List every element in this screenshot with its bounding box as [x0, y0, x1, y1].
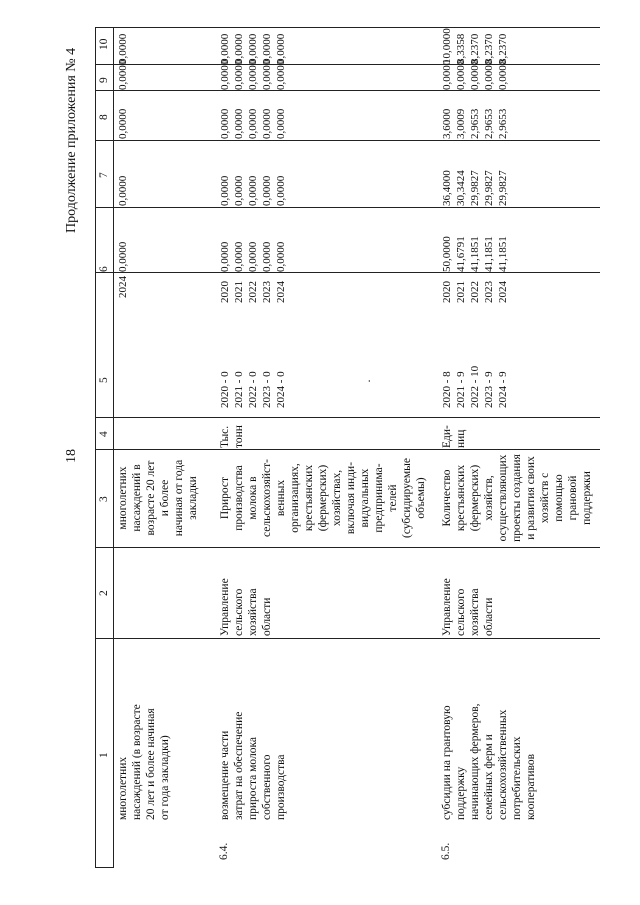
table-left-border: [95, 867, 113, 868]
column-divider: [95, 417, 600, 418]
col9-value: 0,0000: [455, 59, 467, 90]
col9-value: 0,0000: [469, 59, 481, 90]
col10-value: 0,0000: [233, 33, 245, 64]
col6-value: 0,0000: [247, 241, 259, 272]
header-row-border: [113, 28, 114, 868]
stray-mark: ·: [362, 379, 376, 383]
target-value: 2024 - 9: [497, 371, 509, 408]
col9-value: 0,0000: [233, 59, 245, 90]
column-number-1: 1: [98, 752, 110, 758]
col7-value: 0,0000: [233, 175, 245, 206]
table-right-border: [95, 27, 600, 28]
col6-value: 41,1851: [469, 236, 481, 272]
col6-value: 41,1851: [497, 236, 509, 272]
year-value: 2021: [233, 281, 245, 303]
col6-value: 0,0000: [261, 241, 273, 272]
col8-value: 2,9653: [483, 108, 495, 139]
target-value: 2024 - 0: [275, 371, 287, 408]
col7-value: 29,9827: [483, 170, 495, 206]
col8-value: 0,0000: [275, 108, 287, 139]
year-value: 2022: [469, 281, 481, 303]
continued-col10: 0,0000: [117, 33, 129, 64]
continued-year: 2024: [117, 276, 129, 298]
col8-value: 0,0000: [233, 108, 245, 139]
continued-col7: 0,0000: [117, 175, 129, 206]
col10-value: 0,0000: [275, 33, 287, 64]
continued-col9: 0,0000: [117, 59, 129, 90]
col8-value: 0,0000: [261, 108, 273, 139]
col10-value: 0,0000: [261, 33, 273, 64]
col9-value: 0,0000: [275, 59, 287, 90]
column-number-5: 5: [98, 377, 110, 383]
column-number-4: 4: [98, 431, 110, 437]
continued-name-cell: многолетних насаждений (в возрасте 20 лет и более начиная от года закладки): [117, 704, 171, 820]
col6-value: 41,6791: [455, 236, 467, 272]
year-value: 2024: [497, 281, 509, 303]
col6-value: 0,0000: [233, 241, 245, 272]
target-value: 2021 - 0: [233, 371, 245, 408]
row-number: 6.5.: [440, 842, 452, 860]
col7-value: 36,4000: [441, 170, 453, 206]
col8-value: 3,0009: [455, 108, 467, 139]
col9-value: 0,0000: [497, 59, 509, 90]
col6-value: 0,0000: [219, 241, 231, 272]
target-value: 2023 - 0: [261, 371, 273, 408]
table-top-border: [95, 28, 96, 868]
col7-value: 0,0000: [275, 175, 287, 206]
row-executor: Управление сельского хозяйства области: [219, 578, 273, 636]
rotated-table-sheet: [40, 18, 600, 888]
year-value: 2023: [483, 281, 495, 303]
col6-value: 50,0000: [441, 236, 453, 272]
target-value: 2020 - 8: [441, 371, 453, 408]
col6-value: 0,0000: [275, 241, 287, 272]
column-number-2: 2: [98, 590, 110, 596]
year-value: 2020: [219, 281, 231, 303]
column-divider: [95, 140, 600, 141]
column-number-6: 6: [98, 266, 110, 272]
target-value: 2022 - 0: [247, 371, 259, 408]
year-value: 2023: [261, 281, 273, 303]
col8-value: 2,9653: [469, 108, 481, 139]
column-number-3: 3: [98, 496, 110, 502]
col8-value: 0,0000: [219, 108, 231, 139]
col7-value: 30,3424: [455, 170, 467, 206]
page-number: 18: [64, 449, 79, 463]
column-number-8: 8: [98, 114, 110, 120]
col9-value: 0,0000: [219, 59, 231, 90]
year-value: 2021: [455, 281, 467, 303]
column-divider: [95, 64, 600, 65]
col10-value: 8,2370: [497, 33, 509, 64]
col10-value: 8,3358: [455, 33, 467, 64]
col8-value: 2,9653: [497, 108, 509, 139]
col9-value: 0,0000: [261, 59, 273, 90]
col7-value: 0,0000: [247, 175, 259, 206]
col10-value: 0,0000: [247, 33, 259, 64]
continued-col6: 0,0000: [117, 241, 129, 272]
col7-value: 0,0000: [219, 175, 231, 206]
col10-value: 0,0000: [219, 33, 231, 64]
column-divider: [95, 638, 600, 639]
year-value: 2020: [441, 281, 453, 303]
year-value: 2024: [275, 281, 287, 303]
col8-value: 0,0000: [247, 108, 259, 139]
year-value: 2022: [247, 281, 259, 303]
row-indicator: Количество крестьянских (фермерских) хозяйств, осуществляющих проекты создания и развития своих хозяйств с помощью грановой поддержки: [441, 454, 593, 542]
col10-value: 8,2370: [469, 33, 481, 64]
col9-value: 0,0000: [441, 59, 453, 90]
col8-value: 3,6000: [441, 108, 453, 139]
row-indicator: Прирост производства молока в сельскохозяйст- венных организациях, крестьянских (фермерских) хозяйствах, включая инди- видуальных предпринима- телей (субсидируемые объемы): [219, 458, 427, 538]
row-unit: Еди- ниц: [441, 425, 467, 448]
column-number-7: 7: [98, 172, 110, 178]
column-divider: [95, 547, 600, 548]
row-unit: Тыс. тонн: [219, 425, 245, 448]
appendix-title: Продолжение приложения № 4: [64, 47, 79, 233]
row-executor: Управление сельского хозяйства области: [441, 578, 495, 636]
row-name: субсидии на грантовую поддержку начинающих фермеров, семейных ферм и сельскохозяйственных потребительских кооперативов: [441, 703, 537, 820]
column-number-10: 10: [98, 38, 110, 50]
target-value: 2022 - 10: [469, 365, 481, 408]
row-name: возмещение части затрат на обеспечение прироста молока собственного производства: [219, 711, 287, 820]
col6-value: 41,1851: [483, 236, 495, 272]
col10-value: 10,0000: [441, 28, 453, 64]
target-value: 2020 - 0: [219, 371, 231, 408]
column-divider: [95, 207, 600, 208]
target-value: 2021 - 9: [455, 371, 467, 408]
col7-value: 29,9827: [469, 170, 481, 206]
column-divider: [95, 90, 600, 91]
target-value: 2023 - 9: [483, 371, 495, 408]
col9-value: 0,0000: [483, 59, 495, 90]
column-number-9: 9: [98, 77, 110, 83]
continued-indicator-cell: многолетних насаждений в возрасте 20 лет и более начиная от года закладки: [117, 459, 199, 537]
col7-value: 0,0000: [261, 175, 273, 206]
column-divider: [95, 272, 600, 273]
continued-col8: 0,0000: [117, 108, 129, 139]
row-number: 6.4.: [218, 842, 230, 860]
col7-value: 29,9827: [497, 170, 509, 206]
col9-value: 0,0000: [247, 59, 259, 90]
col10-value: 8,2370: [483, 33, 495, 64]
